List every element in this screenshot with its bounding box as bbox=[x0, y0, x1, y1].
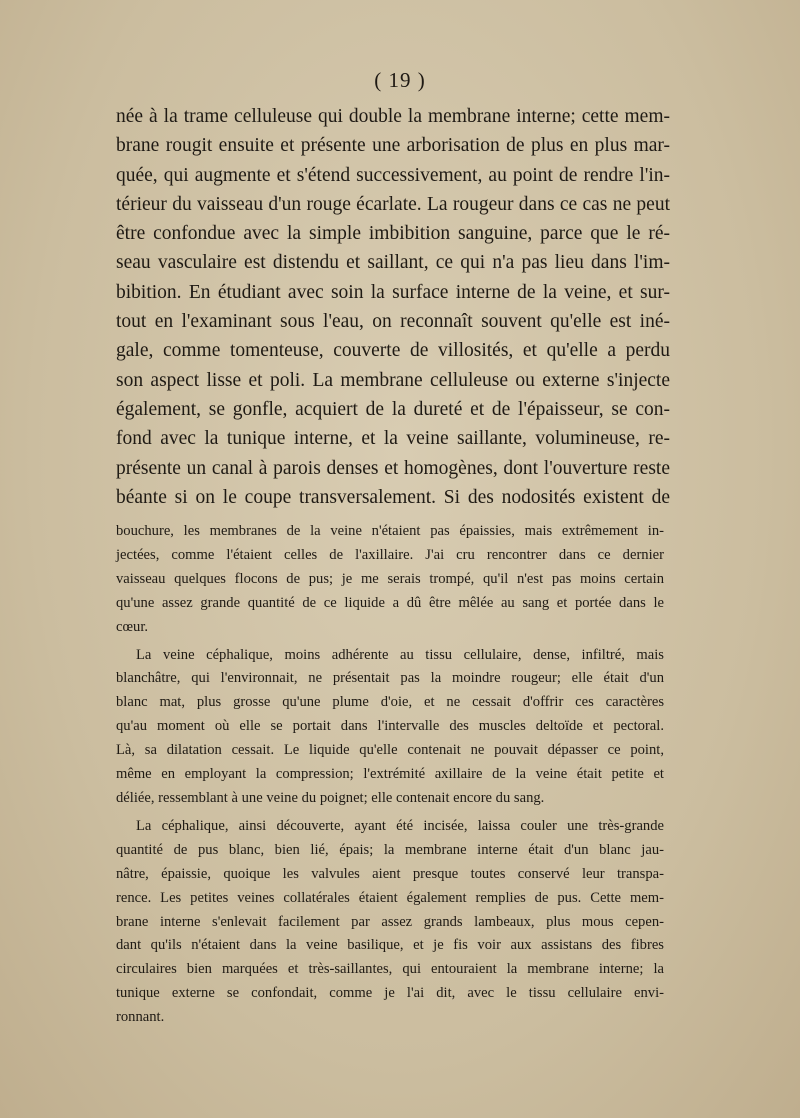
note-line: cœur. bbox=[116, 618, 149, 635]
main-text-line: fond avec la tunique interne, et la veine saillante, volumineuse, re- bbox=[116, 428, 670, 450]
note-line: Là, sa dilatation cessait. Le liquide qu'elle contenait ne pouvait dépasser ce point, bbox=[116, 742, 664, 759]
note-line: circulaires bien marquées et très-saillantes, qui entouraient la membrane interne; la bbox=[116, 961, 664, 978]
note-line: La veine céphalique, moins adhérente au tissu cellulaire, dense, infiltré, mais bbox=[136, 646, 664, 663]
note-line: blanchâtre, qui l'environnait, ne présentait pas la moindre rougeur; elle était d'un bbox=[116, 670, 664, 687]
main-text-line: être confondue avec la simple imbibition sanguine, parce que le ré- bbox=[116, 223, 670, 245]
note-line: qu'au moment où elle se portait dans l'intervalle des muscles deltoïde et pectoral. bbox=[116, 718, 664, 735]
main-text-line: gale, comme tomenteuse, couverte de villosités, et qu'elle a perdu bbox=[116, 340, 670, 362]
main-text-line: térieur du vaisseau d'un rouge écarlate. La rougeur dans ce cas ne peut bbox=[116, 193, 670, 215]
note-paragraph bbox=[116, 815, 664, 1030]
main-text-line: brane rougit ensuite et présente une arborisation de plus en plus mar- bbox=[116, 135, 670, 157]
note-line: tunique externe se confondait, comme je l'ai dit, avec le tissu cellulaire envi- bbox=[116, 985, 664, 1002]
main-text-line: présente un canal à parois denses et homogènes, dont l'ouverture reste bbox=[116, 457, 670, 479]
page-number: ( 19 ) bbox=[374, 68, 426, 92]
note-line: blanc mat, plus grosse qu'une plume d'oie, et ne cessait d'offrir ces caractères bbox=[116, 694, 664, 711]
main-text-line: née à la trame celluleuse qui double la membrane interne; cette mem- bbox=[116, 106, 670, 127]
notes-block bbox=[116, 520, 664, 1034]
note-line: La céphalique, ainsi découverte, ayant été incisée, laissa couler une très-grande bbox=[136, 817, 664, 834]
note-line: même en employant la compression; l'extrémité axillaire de la veine était petite et bbox=[116, 766, 664, 783]
note-line: quantité de pus blanc, bien lié, épais; la membrane interne était d'un blanc jau- bbox=[116, 841, 664, 858]
note-line: déliée, ressemblant à une veine du poignet; elle contenait encore du sang. bbox=[116, 789, 545, 806]
note-line: ronnant. bbox=[116, 1009, 165, 1026]
note-paragraph bbox=[116, 520, 664, 640]
main-text-line: bibition. En étudiant avec soin la surface interne de la veine, et sur- bbox=[116, 281, 670, 303]
note-line: dant qu'ils n'étaient dans la veine basilique, et je fis voir aux assistans des fibres bbox=[116, 937, 664, 954]
note-line: qu'une assez grande quantité de ce liquide a dû être mêlée au sang et portée dans le bbox=[116, 594, 664, 611]
main-text-block bbox=[116, 102, 670, 512]
note-line: vaisseau quelques flocons de pus; je me serais trompé, qu'il n'est pas moins certain bbox=[116, 570, 664, 587]
note-line: nâtre, épaissie, quoique les valvules aient presque toutes conservé leur transpa- bbox=[116, 865, 664, 882]
note-line: jectées, comme l'étaient celles de l'axillaire. J'ai cru rencontrer dans ce dernier bbox=[116, 546, 664, 563]
note-line: brane interne s'enlevait facilement par assez grands lambeaux, plus mous cepen- bbox=[116, 913, 664, 930]
note-paragraph bbox=[116, 644, 664, 811]
main-text-line: également, se gonfle, acquiert de la dureté et de l'épaisseur, se con- bbox=[116, 398, 670, 420]
main-text-line: quée, qui augmente et s'étend successivement, au point de rendre l'in- bbox=[116, 164, 670, 186]
main-text-line: son aspect lisse et poli. La membrane celluleuse ou externe s'injecte bbox=[116, 369, 670, 391]
note-line: bouchure, les membranes de la veine n'étaient pas épaissies, mais extrêmement in- bbox=[116, 523, 664, 539]
main-text-line: tout en l'examinant sous l'eau, on reconnaît souvent qu'elle est iné- bbox=[116, 311, 670, 333]
main-text-line: seau vasculaire est distendu et saillant, ce qui n'a pas lieu dans l'im- bbox=[116, 252, 670, 274]
note-line: rence. Les petites veines collatérales étaient également remplies de pus. Cette mem- bbox=[116, 889, 664, 906]
main-text-line: béante si on le coupe transversalement. Si des nodosités existent de bbox=[116, 486, 670, 508]
